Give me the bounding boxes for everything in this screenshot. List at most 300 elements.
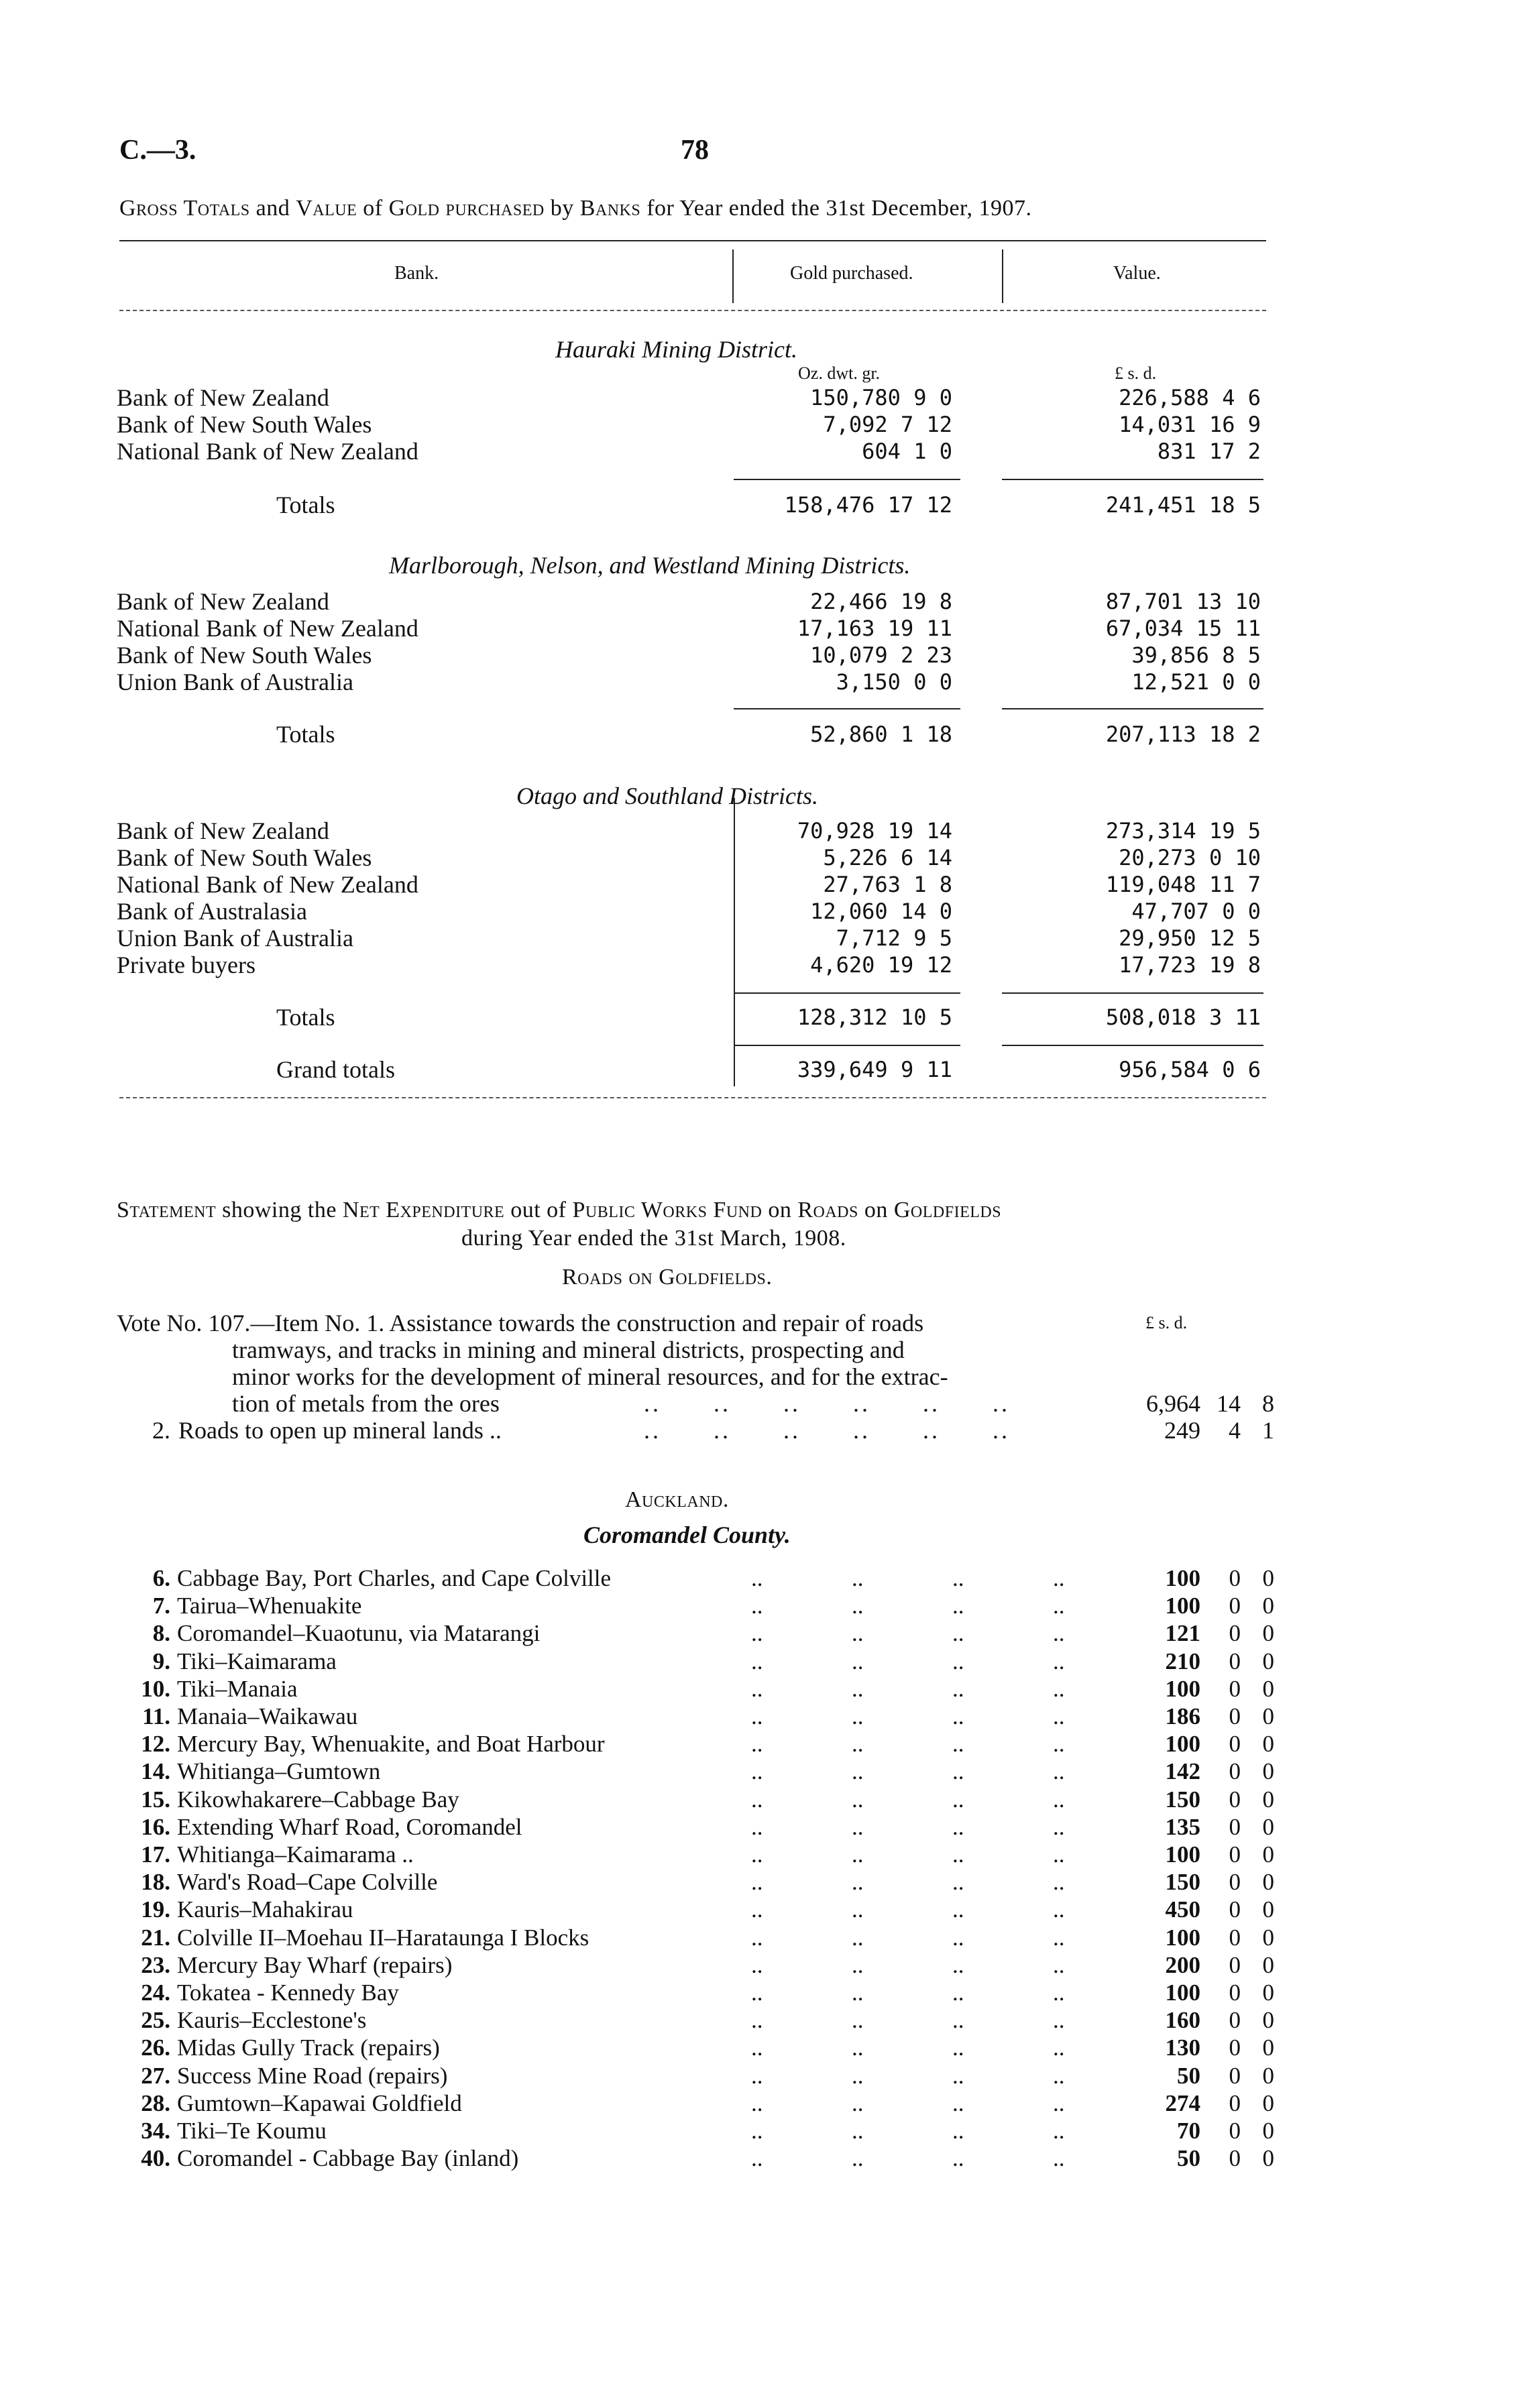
amount-shillings: 0: [1229, 1841, 1241, 1868]
section-heading: Otago and Southland Districts.: [516, 783, 819, 809]
bank-name: Bank of New Zealand: [117, 588, 329, 615]
amount-pence: 0: [1262, 1786, 1274, 1813]
amount-pounds: 150: [1165, 1869, 1200, 1895]
bank-name: Union Bank of Australia: [117, 925, 353, 952]
item-text: Midas Gully Track (repairs): [177, 2034, 440, 2061]
leader-dot: ..: [751, 1841, 763, 1868]
table-top-rule: [119, 240, 1266, 241]
leader-dot: ..: [852, 1676, 864, 1702]
leader-dot: ..: [1053, 1925, 1065, 1951]
item-text: Tiki–Manaia: [177, 1676, 298, 1702]
item-text: Coromandel–Kuaotunu, via Matarangi: [177, 1620, 541, 1646]
leader-dot: ..: [952, 1676, 964, 1702]
grand-total-gold: 339,649 9 11: [797, 1057, 952, 1082]
gold-amount: 7,092 7 12: [823, 412, 952, 437]
item-number: 28.: [141, 2090, 170, 2116]
item-text: Kikowhakarere–Cabbage Bay: [177, 1786, 459, 1813]
leader-dot: ..: [1053, 1620, 1065, 1646]
leader-dot: ..: [952, 2063, 964, 2089]
leader-dot: ..: [952, 2090, 964, 2116]
leader-dot: ..: [1053, 1648, 1065, 1674]
bank-name: Private buyers: [117, 952, 256, 978]
amount-pounds: 249: [1164, 1417, 1200, 1444]
amount-shillings: 0: [1229, 1786, 1241, 1813]
amount-pence: 0: [1262, 2145, 1274, 2171]
amount-pence: 0: [1262, 1620, 1274, 1646]
leader-dot: ..: [1053, 1676, 1065, 1702]
leader-dot: ..: [751, 1786, 763, 1813]
leader-dot: ..: [852, 1758, 864, 1784]
bank-name: National Bank of New Zealand: [117, 615, 418, 642]
item-text: Extending Wharf Road, Coromandel: [177, 1814, 522, 1840]
leader-dot: ..: [1053, 1896, 1065, 1923]
leader-dot: ..: [852, 1648, 864, 1674]
item-text: Success Mine Road (repairs): [177, 2063, 448, 2089]
amount-pounds: 100: [1165, 1565, 1200, 1591]
leader-dot: ..: [852, 2118, 864, 2144]
leader-dot: ..: [852, 2034, 864, 2061]
amount-shillings: 0: [1229, 1731, 1241, 1757]
amount-pounds: 6,964: [1146, 1390, 1200, 1417]
amount-shillings: 0: [1229, 1703, 1241, 1729]
title-part: Banks: [579, 196, 641, 221]
value-total: 207,113 18 2: [1105, 722, 1261, 747]
item-number: 6.: [152, 1565, 170, 1591]
item-number: 34.: [141, 2118, 170, 2144]
value-amount: 20,273 0 10: [1119, 845, 1261, 870]
totals-rule: [734, 708, 960, 709]
amount-shillings: 0: [1229, 2118, 1241, 2144]
amount-shillings: 0: [1229, 1869, 1241, 1895]
item-text: Tiki–Te Koumu: [177, 2118, 327, 2144]
item-number: 19.: [141, 1896, 170, 1923]
vote-line: tramways, and tracks in mining and mineral districts, prospecting and: [232, 1336, 905, 1363]
value-amount: 119,048 11 7: [1105, 872, 1261, 897]
gold-amount: 4,620 19 12: [810, 952, 952, 978]
amount-shillings: 0: [1229, 1896, 1241, 1923]
amount-pence: 0: [1262, 1841, 1274, 1868]
leader-dot: ..: [852, 2090, 864, 2116]
leader-dot: ..: [852, 2145, 864, 2171]
amount-pounds: 121: [1165, 1620, 1200, 1646]
title-part: on: [762, 1198, 798, 1222]
amount-pence: 0: [1262, 2063, 1274, 2089]
amount-shillings: 0: [1229, 1814, 1241, 1840]
item-text: Tiki–Kaimarama: [177, 1648, 337, 1674]
bank-name: Bank of Australasia: [117, 898, 307, 925]
amount-pounds: 210: [1165, 1648, 1200, 1674]
statement-title: [117, 1198, 1001, 1223]
amount-pounds: 70: [1177, 2118, 1200, 2144]
amount-shillings: 0: [1229, 1980, 1241, 2006]
leader-dot: ..: [751, 1703, 763, 1729]
item-text: Kauris–Ecclestone's: [177, 2007, 367, 2033]
item-text: Mercury Bay, Whenuakite, and Boat Harbour: [177, 1731, 605, 1757]
totals-label: Totals: [276, 492, 335, 518]
amount-pounds: 200: [1165, 1952, 1200, 1978]
item-number: 40.: [141, 2145, 170, 2171]
amount-pence: 0: [1262, 2034, 1274, 2061]
gold-total: 52,860 1 18: [810, 722, 952, 747]
value-amount: 226,588 4 6: [1119, 385, 1261, 410]
leader-dot: ..: [751, 1620, 763, 1646]
item-text: Coromandel - Cabbage Bay (inland): [177, 2145, 519, 2171]
amount-shillings: 0: [1229, 1620, 1241, 1646]
leader-dot: ..: [852, 1925, 864, 1951]
leader-dot: ..: [852, 1786, 864, 1813]
item-text: Mercury Bay Wharf (repairs): [177, 1952, 453, 1978]
item-text: Whitianga–Kaimarama ..: [177, 1841, 414, 1868]
amount-pence: 1: [1262, 1417, 1274, 1444]
amount-pounds: 50: [1177, 2145, 1200, 2171]
leader-dot: ..: [852, 1841, 864, 1868]
gold-amount: 3,150 0 0: [836, 669, 952, 695]
item-number: 2.: [152, 1417, 170, 1444]
amount-pence: 0: [1262, 1758, 1274, 1784]
title-part: Gold purchased: [388, 196, 545, 221]
item-number: 24.: [141, 1980, 170, 2006]
amount-pounds: 100: [1165, 1925, 1200, 1951]
leader-dot: ..: [751, 1758, 763, 1784]
title-part: for Year ended the 31st December, 1907.: [640, 196, 1032, 221]
amount-pounds: 100: [1165, 1841, 1200, 1868]
leader-dot: ..: [852, 1593, 864, 1619]
amount-pence: 0: [1262, 1952, 1274, 1978]
value-amount: 12,521 0 0: [1131, 669, 1261, 695]
leader-dot: ..: [952, 1925, 964, 1951]
column-divider: [734, 798, 735, 1086]
leader-dot: ..: [952, 1896, 964, 1923]
item-number: 12.: [141, 1731, 170, 1757]
amount-shillings: 4: [1229, 1417, 1241, 1444]
leader-dot: ..: [952, 1620, 964, 1646]
amount-pounds: 100: [1165, 1731, 1200, 1757]
item-text: Kauris–Mahakirau: [177, 1896, 353, 1923]
gold-amount: 150,780 9 0: [810, 385, 952, 410]
amount-pence: 0: [1262, 2007, 1274, 2033]
gold-amount: 12,060 14 0: [810, 899, 952, 924]
leader-dot: ..: [751, 1676, 763, 1702]
amount-shillings: 0: [1229, 2034, 1241, 2061]
leader-dot: ..: [952, 2007, 964, 2033]
amount-pounds: 450: [1165, 1896, 1200, 1923]
gold-amount: 604 1 0: [862, 439, 952, 464]
amount-shillings: 0: [1229, 2145, 1241, 2171]
title-part: Public Works Fund: [572, 1198, 763, 1222]
vote-line: tion of metals from the ores: [232, 1390, 500, 1417]
leader-dot: ..: [852, 1731, 864, 1757]
amount-pence: 0: [1262, 1676, 1274, 1702]
column-divider: [1002, 249, 1003, 303]
value-amount: 67,034 15 11: [1105, 616, 1261, 641]
title-part: of: [357, 196, 389, 221]
vote-line: Vote No. 107.—Item No. 1. Assistance towards the construction and repair of roads: [117, 1310, 924, 1336]
totals-rule: [734, 479, 960, 480]
item-number: 17.: [141, 1841, 170, 1868]
amount-pounds: 274: [1165, 2090, 1200, 2116]
item-number: 15.: [141, 1786, 170, 1813]
statement-subtitle: during Year ended the 31st March, 1908.: [461, 1226, 846, 1251]
leader-dot: ..: [952, 1593, 964, 1619]
gold-amount: 22,466 19 8: [810, 589, 952, 614]
amount-pence: 0: [1262, 1980, 1274, 2006]
amount-pence: 0: [1262, 1925, 1274, 1951]
gold-amount: 17,163 19 11: [797, 616, 952, 641]
leader-dot: ..: [852, 1814, 864, 1840]
item-text: Ward's Road–Cape Colville: [177, 1869, 438, 1895]
amount-pounds: 150: [1165, 1786, 1200, 1813]
bank-name: Union Bank of Australia: [117, 669, 353, 695]
amount-pence: 0: [1262, 1703, 1274, 1729]
item-number: 9.: [152, 1648, 170, 1674]
value-amount: 29,950 12 5: [1119, 925, 1261, 951]
leader-dot: ..: [952, 1814, 964, 1840]
section-heading: Marlborough, Nelson, and Westland Mining Districts.: [389, 552, 911, 579]
gold-amount: 27,763 1 8: [823, 872, 952, 897]
grand-total-rule: [734, 1045, 960, 1046]
item-text: Tairua–Whenuakite: [177, 1593, 362, 1619]
item-text: Colville II–Moehau II–Harataunga I Blocks: [177, 1925, 589, 1951]
amount-pounds: 100: [1165, 1676, 1200, 1702]
item-number: 27.: [141, 2063, 170, 2089]
item-number: 18.: [141, 1869, 170, 1895]
leader-dot: ..: [751, 2145, 763, 2171]
bank-name: Bank of New South Wales: [117, 844, 372, 871]
item-number: 14.: [141, 1758, 170, 1784]
item-number: 23.: [141, 1952, 170, 1978]
leader-dot: ..: [1053, 1869, 1065, 1895]
leader-dot: ..: [1053, 1841, 1065, 1868]
item-number: 8.: [152, 1620, 170, 1646]
leader-dot: ..: [751, 1952, 763, 1978]
amount-pounds: 186: [1165, 1703, 1200, 1729]
column-header-gold: Gold purchased.: [790, 263, 913, 284]
leader-dot: ..: [751, 1980, 763, 2006]
amount-pence: 0: [1262, 2118, 1274, 2144]
value-amount: 17,723 19 8: [1119, 952, 1261, 978]
value-units: £ s. d.: [1115, 363, 1157, 383]
grand-totals-label: Grand totals: [276, 1056, 395, 1083]
leader-dot: ..: [952, 1731, 964, 1757]
amount-shillings: 0: [1229, 1648, 1241, 1674]
amount-pence: 8: [1262, 1390, 1274, 1417]
leader-dot: ..: [751, 1896, 763, 1923]
section-heading: Hauraki Mining District.: [555, 336, 797, 363]
leader-dot: ..: [1053, 2145, 1065, 2171]
leader-dot: ..: [852, 1896, 864, 1923]
amount-units: £ s. d.: [1145, 1313, 1188, 1332]
amount-pence: 0: [1262, 1593, 1274, 1619]
amount-pence: 0: [1262, 1648, 1274, 1674]
statement-subheading: Roads on Goldfields.: [562, 1265, 773, 1289]
item-number: 25.: [141, 2007, 170, 2033]
column-header-value: Value.: [1113, 263, 1161, 284]
grand-total-value: 956,584 0 6: [1119, 1057, 1261, 1082]
leader-dot: ..: [952, 2034, 964, 2061]
region-heading: Auckland.: [625, 1487, 729, 1512]
leader-dot: ..: [952, 1869, 964, 1895]
amount-pounds: 100: [1165, 1980, 1200, 2006]
leader-dot: ..: [952, 2118, 964, 2144]
leader-dot: ..: [852, 1703, 864, 1729]
leader-dot: ..: [1053, 2034, 1065, 2061]
title-part: by: [544, 196, 580, 221]
totals-rule: [1002, 708, 1263, 709]
leader-dot: ..: [751, 2090, 763, 2116]
column-header-bank: Bank.: [394, 263, 439, 284]
amount-pounds: 100: [1165, 1593, 1200, 1619]
document-code: C.—3.: [119, 135, 196, 166]
leader-dot: ..: [1053, 1786, 1065, 1813]
leader-dot: ..: [1053, 1731, 1065, 1757]
leader-dot: ..: [1053, 1593, 1065, 1619]
gold-units: Oz. dwt. gr.: [798, 363, 881, 383]
amount-shillings: 0: [1229, 1565, 1241, 1591]
amount-shillings: 0: [1229, 1952, 1241, 1978]
leader-dot: ..: [952, 1648, 964, 1674]
amount-shillings: 0: [1229, 1925, 1241, 1951]
amount-shillings: 14: [1217, 1390, 1241, 1417]
amount-pence: 0: [1262, 2090, 1274, 2116]
leader-dot: ..: [751, 2063, 763, 2089]
gold-amount: 70,928 19 14: [797, 818, 952, 844]
amount-pounds: 142: [1165, 1758, 1200, 1784]
title-part: Statement: [117, 1198, 217, 1222]
bank-name: Bank of New Zealand: [117, 817, 329, 844]
leader-dot: ..: [751, 1731, 763, 1757]
amount-pence: 0: [1262, 1731, 1274, 1757]
leader-dot: ..: [1053, 1980, 1065, 2006]
amount-shillings: 0: [1229, 1593, 1241, 1619]
amount-pounds: 160: [1165, 2007, 1200, 2033]
totals-rule: [734, 992, 960, 994]
leader-dot: ..: [751, 1593, 763, 1619]
value-total: 241,451 18 5: [1105, 492, 1261, 518]
grand-total-rule: [1002, 1045, 1263, 1046]
title-part: and: [249, 196, 296, 221]
value-amount: 87,701 13 10: [1105, 589, 1261, 614]
leader-dot: ..: [1053, 1758, 1065, 1784]
gold-total: 158,476 17 12: [784, 492, 952, 518]
item-number: 7.: [152, 1593, 170, 1619]
leader-dot: ..: [751, 1565, 763, 1591]
leader-dot: ..: [852, 2063, 864, 2089]
amount-shillings: 0: [1229, 1758, 1241, 1784]
leader-dot: ..: [852, 1980, 864, 2006]
amount-pence: 0: [1262, 1869, 1274, 1895]
table-bottom-rule: [119, 1097, 1266, 1098]
value-total: 508,018 3 11: [1105, 1005, 1261, 1030]
item-number: 16.: [141, 1814, 170, 1840]
amount-shillings: 0: [1229, 2063, 1241, 2089]
leader-dot: ..: [952, 1565, 964, 1591]
county-heading: Coromandel County.: [583, 1522, 791, 1548]
item-text: Whitianga–Gumtown: [177, 1758, 381, 1784]
leader-dot: ..: [751, 1648, 763, 1674]
column-divider: [732, 249, 734, 303]
item-text: Cabbage Bay, Port Charles, and Cape Colville: [177, 1565, 612, 1591]
leader-dot: ..: [852, 1620, 864, 1646]
gold-amount: 5,226 6 14: [823, 845, 952, 870]
totals-rule: [1002, 479, 1263, 480]
leader-dots: .. .. .. .. .. ..: [644, 1390, 1010, 1417]
leader-dot: ..: [1053, 2007, 1065, 2033]
totals-rule: [1002, 992, 1263, 994]
amount-shillings: 0: [1229, 2007, 1241, 2033]
title-part: Gross Totals: [119, 196, 250, 221]
title-part: Goldfields: [893, 1198, 1002, 1222]
totals-label: Totals: [276, 1004, 335, 1031]
leader-dot: ..: [1053, 2118, 1065, 2144]
value-amount: 273,314 19 5: [1105, 818, 1261, 844]
amount-pounds: 130: [1165, 2034, 1200, 2061]
leader-dot: ..: [751, 2007, 763, 2033]
item-number: 11.: [142, 1703, 170, 1729]
item-number: 26.: [141, 2034, 170, 2061]
amount-pence: 0: [1262, 1565, 1274, 1591]
value-amount: 39,856 8 5: [1131, 642, 1261, 668]
gold-table-title: [119, 196, 1032, 221]
leader-dot: ..: [952, 2145, 964, 2171]
vote-line: minor works for the development of mineral resources, and for the extrac-: [232, 1363, 948, 1390]
value-amount: 47,707 0 0: [1131, 899, 1261, 924]
table-header-rule: [119, 310, 1266, 311]
amount-pence: 0: [1262, 1814, 1274, 1840]
amount-pounds: 50: [1177, 2063, 1200, 2089]
item-number: 10.: [141, 1676, 170, 1702]
leader-dot: ..: [1053, 1565, 1065, 1591]
gold-total: 128,312 10 5: [797, 1005, 952, 1030]
gold-amount: 7,712 9 5: [836, 925, 952, 951]
leader-dot: ..: [852, 1869, 864, 1895]
leader-dot: ..: [1053, 1952, 1065, 1978]
leader-dot: ..: [952, 1758, 964, 1784]
page-number: 78: [681, 135, 709, 166]
bank-name: National Bank of New Zealand: [117, 871, 418, 898]
title-part: on: [858, 1198, 894, 1222]
item-text: Gumtown–Kapawai Goldfield: [177, 2090, 462, 2116]
bank-name: National Bank of New Zealand: [117, 438, 418, 465]
title-part: showing the: [216, 1198, 343, 1222]
leader-dot: ..: [1053, 2090, 1065, 2116]
leader-dot: ..: [852, 2007, 864, 2033]
bank-name: Bank of New South Wales: [117, 411, 372, 438]
title-part: Value: [296, 196, 357, 221]
leader-dot: ..: [751, 1925, 763, 1951]
bank-name: Bank of New Zealand: [117, 384, 329, 411]
gold-amount: 10,079 2 23: [810, 642, 952, 668]
bank-name: Bank of New South Wales: [117, 642, 372, 669]
item-text: Tokatea - Kennedy Bay: [177, 1980, 399, 2006]
item-text: Roads to open up mineral lands ..: [178, 1417, 502, 1444]
leader-dot: ..: [852, 1565, 864, 1591]
item-text: Manaia–Waikawau: [177, 1703, 358, 1729]
title-part: out of: [504, 1198, 573, 1222]
value-amount: 831 17 2: [1157, 439, 1261, 464]
totals-label: Totals: [276, 721, 335, 748]
leader-dot: ..: [751, 2118, 763, 2144]
leader-dot: ..: [751, 1869, 763, 1895]
title-part: Roads: [797, 1198, 858, 1222]
leader-dot: ..: [952, 1980, 964, 2006]
amount-pounds: 135: [1165, 1814, 1200, 1840]
title-part: Net Expenditure: [342, 1198, 505, 1222]
item-number: 21.: [141, 1925, 170, 1951]
leader-dot: ..: [1053, 1703, 1065, 1729]
leader-dot: ..: [952, 1952, 964, 1978]
value-amount: 14,031 16 9: [1119, 412, 1261, 437]
leader-dot: ..: [1053, 1814, 1065, 1840]
